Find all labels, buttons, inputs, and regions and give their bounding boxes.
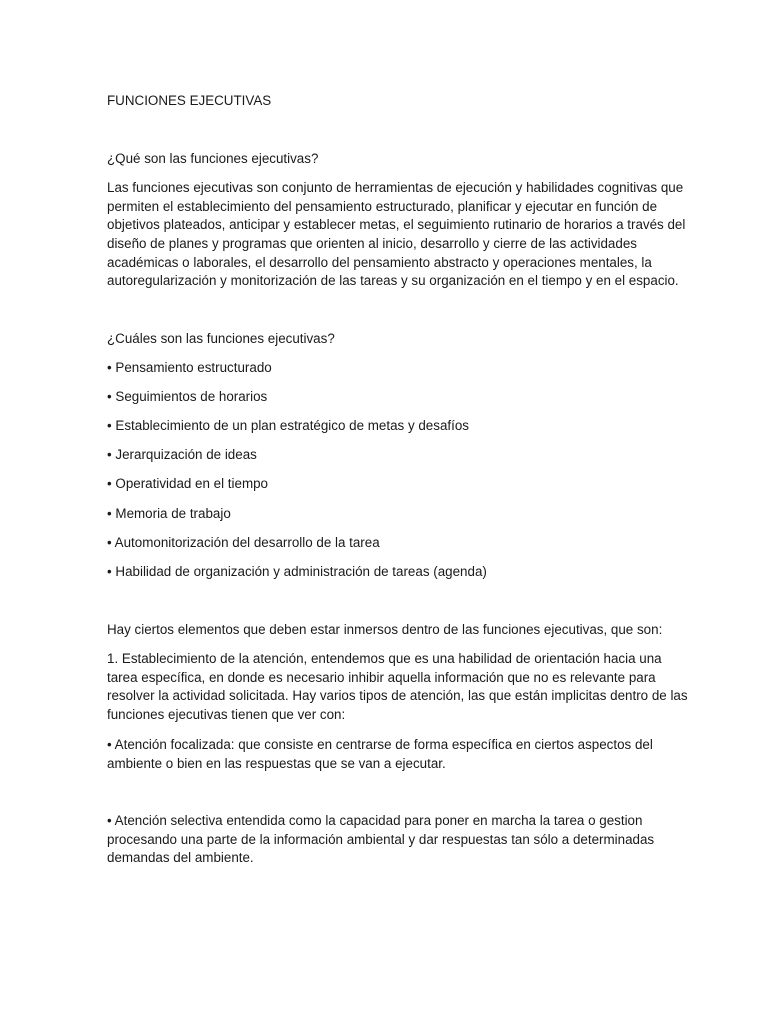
list-item: • Establecimiento de un plan estratégico de metas y desafíos <box>107 418 469 433</box>
list-item: • Operatividad en el tiempo <box>107 476 269 491</box>
paragraph-line: diseño de planes y programas que orienten al inicio, desarrollo y cierre de las actividades <box>107 236 637 251</box>
paragraph-line: ambiente o bien en las respuestas que se van a ejecutar. <box>107 756 446 771</box>
list-item: • Pensamiento estructurado <box>107 360 272 375</box>
list-item: • Memoria de trabajo <box>107 506 231 521</box>
list-item: • Jerarquización de ideas <box>107 447 257 462</box>
paragraph-line: académicas o laborales, el desarrollo del pensamiento abstracto y operaciones mentales, la <box>107 255 652 270</box>
document-title: FUNCIONES EJECUTIVAS <box>107 93 272 108</box>
paragraph-line: funciones ejecutivas tienen que ver con: <box>107 707 346 722</box>
list-item: • Seguimientos de horarios <box>107 389 268 404</box>
paragraph-elements-intro: Hay ciertos elementos que deben estar inmersos dentro de las funciones ejecutivas, que son: <box>107 622 663 637</box>
paragraph-line: Las funciones ejecutivas son conjunto de herramientas de ejecución y habilidades cognitivas que <box>107 180 684 195</box>
paragraph-line: objetivos plateados, anticipar y establecer metas, el seguimiento rutinario de horarios a través del <box>107 217 686 232</box>
paragraph-line: • Atención focalizada: que consiste en centrarse de forma específica en ciertos aspectos del <box>107 737 653 752</box>
paragraph-line: procesando una parte de la información ambiental y dar respuestas tan sólo a determinadas <box>107 832 655 847</box>
list-item: • Habilidad de organización y administración de tareas (agenda) <box>107 564 487 579</box>
paragraph-line: tarea específica, en donde es necesario inhibir aquella información que no es relevante para <box>107 670 656 685</box>
paragraph-line: permiten el establecimiento del pensamiento estructurado, planificar y ejecutar en función de <box>107 199 658 214</box>
question-which-are: ¿Cuáles son las funciones ejecutivas? <box>107 331 335 346</box>
paragraph-line: • Atención selectiva entendida como la capacidad para poner en marcha la tarea o gestion <box>107 813 643 828</box>
paragraph-line: autoregularización y monitorización de las tareas y su organización en el tiempo y en el espacio. <box>107 273 679 288</box>
paragraph-line: demandas del ambiente. <box>107 850 254 865</box>
question-what-are: ¿Qué son las funciones ejecutivas? <box>107 151 319 166</box>
list-item: • Automonitorización del desarrollo de la tarea <box>107 535 380 550</box>
paragraph-line: resolver la actividad solicitada. Hay varios tipos de atención, las que están implicitas dentro de las <box>107 688 688 703</box>
paragraph-line: 1. Establecimiento de la atención, entendemos que es una habilidad de orientación hacia una <box>107 651 662 666</box>
